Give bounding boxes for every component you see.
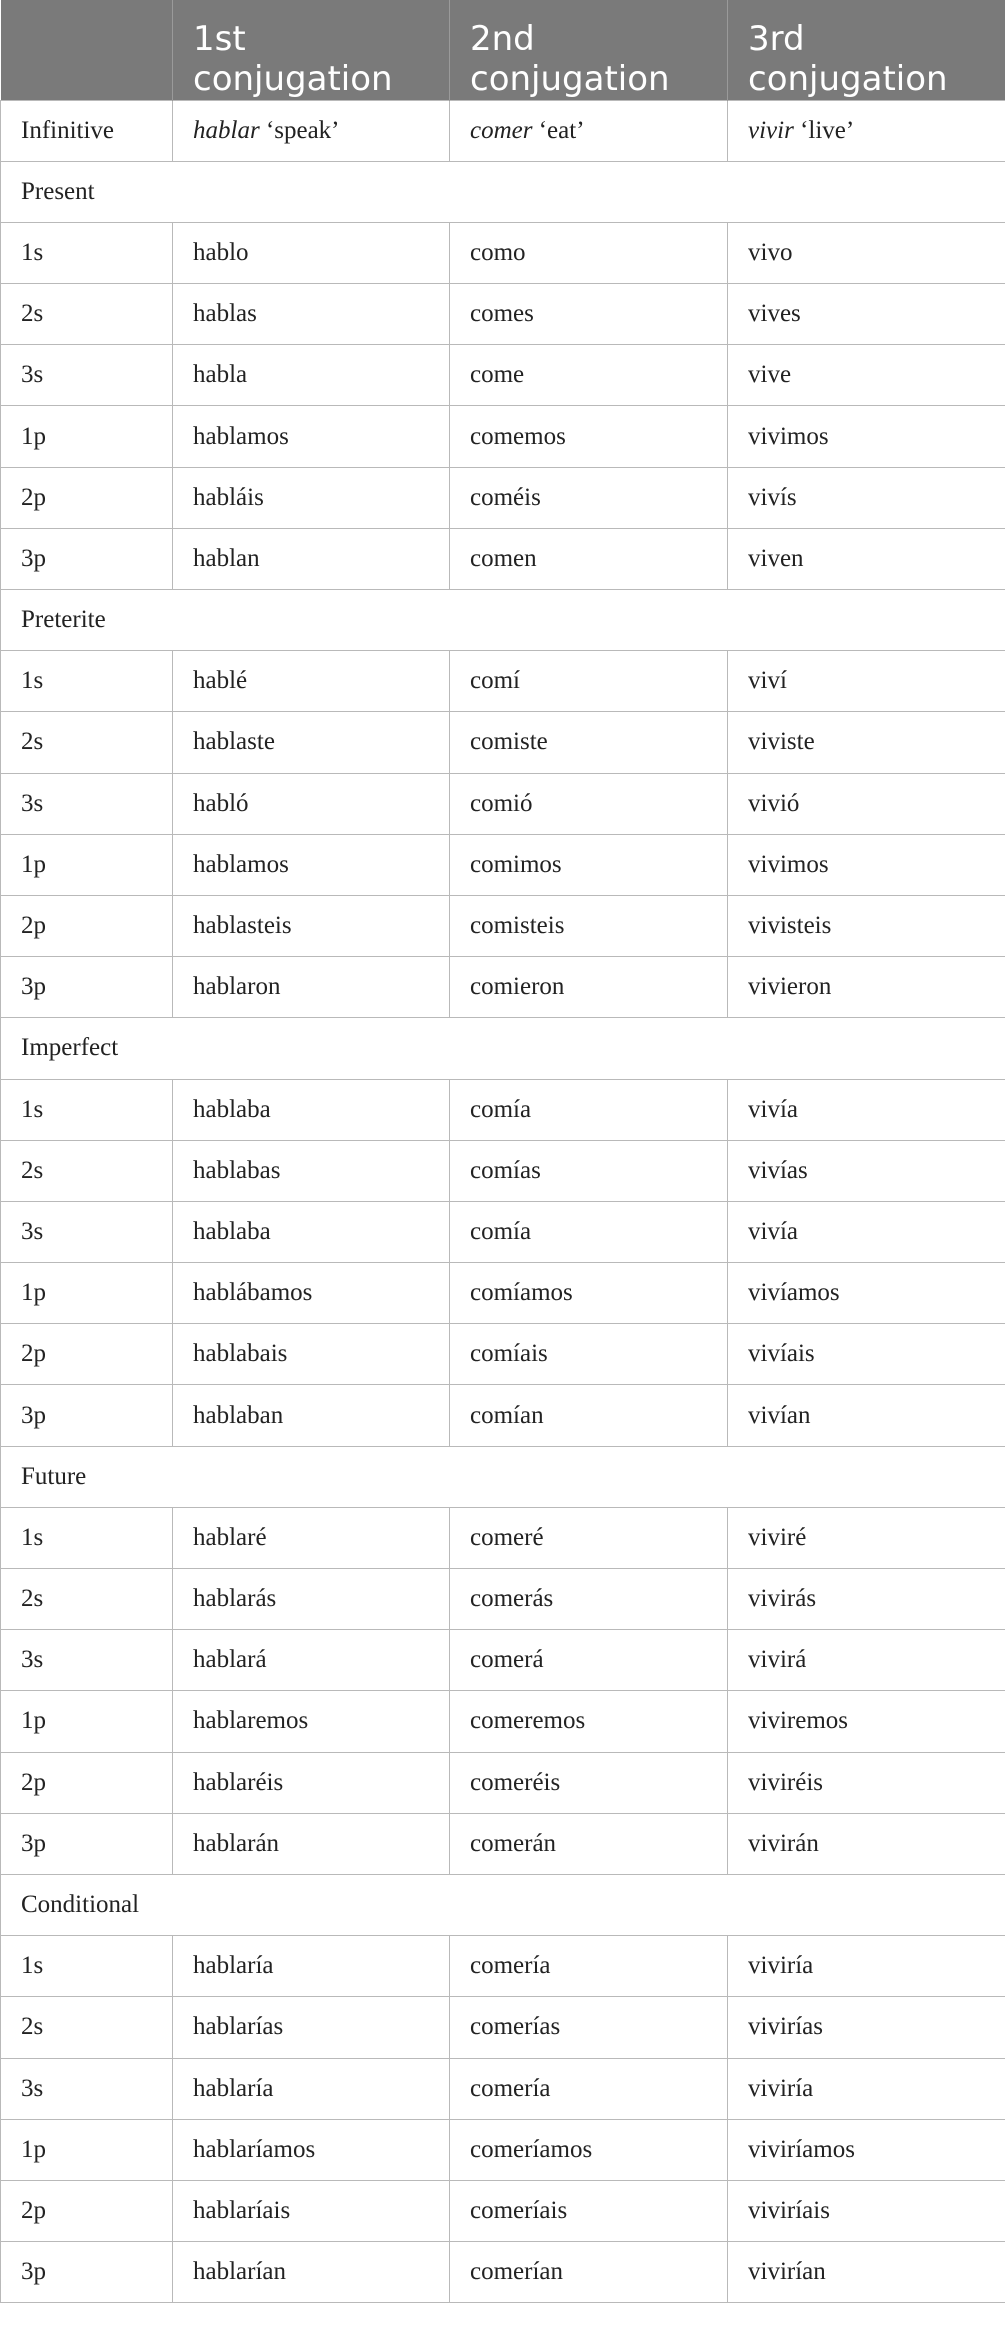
header-2nd-line1: 2nd xyxy=(470,19,535,59)
person-cell: 1s xyxy=(1,222,173,283)
section-title: Preterite xyxy=(1,590,1005,651)
section-row-imperfect xyxy=(1,1018,1005,1079)
table-row xyxy=(1,222,1005,283)
header-1st-line1: 1st xyxy=(193,19,246,59)
person-cell: 3p xyxy=(1,1385,173,1446)
second-conjugation-cell: comemos xyxy=(450,406,728,467)
second-conjugation-cell: comían xyxy=(450,1385,728,1446)
second-conjugation-cell: coméis xyxy=(450,467,728,528)
second-conjugation-cell: comieron xyxy=(450,957,728,1018)
table-row xyxy=(1,1324,1005,1385)
infinitive-2nd-verb: comer xyxy=(470,116,533,144)
second-conjugation-cell: comerían xyxy=(450,2242,728,2303)
first-conjugation-cell: hablas xyxy=(173,284,450,345)
table-row xyxy=(1,1263,1005,1324)
second-conjugation-cell: comiste xyxy=(450,712,728,773)
person-cell: 1p xyxy=(1,2119,173,2180)
table-row xyxy=(1,1691,1005,1752)
second-conjugation-cell: comería xyxy=(450,2058,728,2119)
person-cell: 1p xyxy=(1,834,173,895)
first-conjugation-cell: hablan xyxy=(173,528,450,589)
third-conjugation-cell: vivirán xyxy=(728,1813,1005,1874)
third-conjugation-cell: vivís xyxy=(728,467,1005,528)
person-cell: 3s xyxy=(1,345,173,406)
third-conjugation-cell: vive xyxy=(728,345,1005,406)
section-title: Conditional xyxy=(1,1874,1005,1935)
first-conjugation-cell: habláis xyxy=(173,467,450,528)
table-row xyxy=(1,1752,1005,1813)
second-conjugation-cell: comerás xyxy=(450,1569,728,1630)
second-conjugation-cell: comió xyxy=(450,773,728,834)
third-conjugation-cell: viviríais xyxy=(728,2180,1005,2241)
section-row-preterite xyxy=(1,590,1005,651)
table-row xyxy=(1,2180,1005,2241)
third-conjugation-cell: vivieron xyxy=(728,957,1005,1018)
first-conjugation-cell: hablaban xyxy=(173,1385,450,1446)
person-cell: 3p xyxy=(1,528,173,589)
person-cell: 2s xyxy=(1,284,173,345)
third-conjugation-cell: vivirías xyxy=(728,1997,1005,2058)
section-title: Future xyxy=(1,1446,1005,1507)
infinitive-1st xyxy=(173,100,450,161)
person-cell: 2s xyxy=(1,1140,173,1201)
second-conjugation-cell: comeréis xyxy=(450,1752,728,1813)
person-cell: 3p xyxy=(1,1813,173,1874)
section-row-conditional xyxy=(1,1874,1005,1935)
first-conjugation-cell: hablamos xyxy=(173,406,450,467)
third-conjugation-cell: vivió xyxy=(728,773,1005,834)
first-conjugation-cell: hablaríais xyxy=(173,2180,450,2241)
person-cell: 2p xyxy=(1,2180,173,2241)
person-cell: 2p xyxy=(1,467,173,528)
table-row xyxy=(1,406,1005,467)
infinitive-2nd-gloss: ‘eat’ xyxy=(532,116,585,144)
first-conjugation-cell: hablarían xyxy=(173,2242,450,2303)
section-row-present xyxy=(1,161,1005,222)
second-conjugation-cell: comes xyxy=(450,284,728,345)
second-conjugation-cell: comería xyxy=(450,1936,728,1997)
third-conjugation-cell: viviremos xyxy=(728,1691,1005,1752)
table-row xyxy=(1,1507,1005,1568)
header-2nd-line2: conjugation xyxy=(470,59,670,99)
second-conjugation-cell: como xyxy=(450,222,728,283)
second-conjugation-cell: comeré xyxy=(450,1507,728,1568)
person-cell: 2s xyxy=(1,1997,173,2058)
header-3rd-line2: conjugation xyxy=(748,59,948,99)
first-conjugation-cell: hablarás xyxy=(173,1569,450,1630)
table-row xyxy=(1,1385,1005,1446)
person-cell: 1s xyxy=(1,1079,173,1140)
first-conjugation-cell: hablarías xyxy=(173,1997,450,2058)
table-row xyxy=(1,773,1005,834)
infinitive-3rd-verb: vivir xyxy=(748,116,794,144)
third-conjugation-cell: vivirás xyxy=(728,1569,1005,1630)
second-conjugation-cell: comimos xyxy=(450,834,728,895)
person-cell: 3p xyxy=(1,957,173,1018)
second-conjugation-cell: comía xyxy=(450,1079,728,1140)
second-conjugation-cell: comeremos xyxy=(450,1691,728,1752)
table-body xyxy=(1,100,1005,2303)
header-row xyxy=(1,0,1005,100)
infinitive-3rd-gloss: ‘live’ xyxy=(793,116,855,144)
first-conjugation-cell: hablará xyxy=(173,1630,450,1691)
second-conjugation-cell: comía xyxy=(450,1201,728,1262)
person-cell: 3p xyxy=(1,2242,173,2303)
third-conjugation-cell: viviríamos xyxy=(728,2119,1005,2180)
third-conjugation-cell: vivíamos xyxy=(728,1263,1005,1324)
second-conjugation-cell: comisteis xyxy=(450,895,728,956)
first-conjugation-cell: hablasteis xyxy=(173,895,450,956)
third-conjugation-cell: vivía xyxy=(728,1079,1005,1140)
table-row xyxy=(1,345,1005,406)
table-row xyxy=(1,284,1005,345)
first-conjugation-cell: habló xyxy=(173,773,450,834)
header-cell-empty xyxy=(1,0,173,100)
first-conjugation-cell: hablaríamos xyxy=(173,2119,450,2180)
section-row-future xyxy=(1,1446,1005,1507)
infinitive-label: Infinitive xyxy=(1,100,173,161)
first-conjugation-cell: hablaste xyxy=(173,712,450,773)
third-conjugation-cell: viviré xyxy=(728,1507,1005,1568)
third-conjugation-cell: vivisteis xyxy=(728,895,1005,956)
person-cell: 1s xyxy=(1,651,173,712)
table-row xyxy=(1,1813,1005,1874)
header-1st-line2: conjugation xyxy=(193,59,393,99)
table-header xyxy=(1,0,1005,100)
first-conjugation-cell: habla xyxy=(173,345,450,406)
header-3rd-line1: 3rd xyxy=(748,19,805,59)
first-conjugation-cell: hablaremos xyxy=(173,1691,450,1752)
third-conjugation-cell: viviría xyxy=(728,1936,1005,1997)
table-row xyxy=(1,651,1005,712)
table-row xyxy=(1,467,1005,528)
third-conjugation-cell: viviste xyxy=(728,712,1005,773)
infinitive-1st-verb: hablar xyxy=(193,116,260,144)
first-conjugation-cell: hablaréis xyxy=(173,1752,450,1813)
first-conjugation-cell: hablábamos xyxy=(173,1263,450,1324)
table-row xyxy=(1,2058,1005,2119)
person-cell: 2p xyxy=(1,1752,173,1813)
second-conjugation-cell: comíamos xyxy=(450,1263,728,1324)
person-cell: 3s xyxy=(1,1201,173,1262)
person-cell: 2p xyxy=(1,895,173,956)
third-conjugation-cell: vivimos xyxy=(728,406,1005,467)
third-conjugation-cell: vivían xyxy=(728,1385,1005,1446)
person-cell: 1s xyxy=(1,1936,173,1997)
infinitive-1st-gloss: ‘speak’ xyxy=(259,116,340,144)
first-conjugation-cell: hablabais xyxy=(173,1324,450,1385)
second-conjugation-cell: comí xyxy=(450,651,728,712)
second-conjugation-cell: come xyxy=(450,345,728,406)
person-cell: 3s xyxy=(1,1630,173,1691)
second-conjugation-cell: comeríamos xyxy=(450,2119,728,2180)
header-cell-3rd-conjugation xyxy=(728,0,1005,100)
person-cell: 2s xyxy=(1,1569,173,1630)
first-conjugation-cell: hablabas xyxy=(173,1140,450,1201)
header-cell-2nd-conjugation xyxy=(450,0,728,100)
second-conjugation-cell: comíais xyxy=(450,1324,728,1385)
person-cell: 2s xyxy=(1,712,173,773)
second-conjugation-cell: comías xyxy=(450,1140,728,1201)
table-row xyxy=(1,1201,1005,1262)
third-conjugation-cell: vivía xyxy=(728,1201,1005,1262)
table-row xyxy=(1,1936,1005,1997)
second-conjugation-cell: comeríais xyxy=(450,2180,728,2241)
first-conjugation-cell: hablaría xyxy=(173,1936,450,1997)
third-conjugation-cell: vivimos xyxy=(728,834,1005,895)
first-conjugation-cell: hablamos xyxy=(173,834,450,895)
person-cell: 3s xyxy=(1,773,173,834)
infinitive-3rd xyxy=(728,100,1005,161)
third-conjugation-cell: viven xyxy=(728,528,1005,589)
table-row xyxy=(1,1569,1005,1630)
table-row xyxy=(1,1079,1005,1140)
third-conjugation-cell: vivirían xyxy=(728,2242,1005,2303)
third-conjugation-cell: viviría xyxy=(728,2058,1005,2119)
first-conjugation-cell: hablaría xyxy=(173,2058,450,2119)
person-cell: 3s xyxy=(1,2058,173,2119)
third-conjugation-cell: vivíais xyxy=(728,1324,1005,1385)
third-conjugation-cell: viviréis xyxy=(728,1752,1005,1813)
first-conjugation-cell: hablaba xyxy=(173,1079,450,1140)
second-conjugation-cell: comen xyxy=(450,528,728,589)
second-conjugation-cell: comerías xyxy=(450,1997,728,2058)
first-conjugation-cell: hablaba xyxy=(173,1201,450,1262)
third-conjugation-cell: vivías xyxy=(728,1140,1005,1201)
table-row xyxy=(1,957,1005,1018)
table-row xyxy=(1,1140,1005,1201)
table-row xyxy=(1,834,1005,895)
table-row xyxy=(1,712,1005,773)
table-row xyxy=(1,528,1005,589)
table-row xyxy=(1,895,1005,956)
second-conjugation-cell: comerán xyxy=(450,1813,728,1874)
table-row xyxy=(1,1630,1005,1691)
table-row xyxy=(1,2242,1005,2303)
first-conjugation-cell: hablarán xyxy=(173,1813,450,1874)
person-cell: 1p xyxy=(1,406,173,467)
first-conjugation-cell: hablaré xyxy=(173,1507,450,1568)
second-conjugation-cell: comerá xyxy=(450,1630,728,1691)
infinitive-2nd xyxy=(450,100,728,161)
person-cell: 2p xyxy=(1,1324,173,1385)
header-cell-1st-conjugation xyxy=(173,0,450,100)
table-row xyxy=(1,1997,1005,2058)
third-conjugation-cell: vivirá xyxy=(728,1630,1005,1691)
person-cell: 1p xyxy=(1,1691,173,1752)
infinitive-row xyxy=(1,100,1005,161)
person-cell: 1s xyxy=(1,1507,173,1568)
person-cell: 1p xyxy=(1,1263,173,1324)
third-conjugation-cell: vives xyxy=(728,284,1005,345)
section-title: Present xyxy=(1,161,1005,222)
first-conjugation-cell: hablo xyxy=(173,222,450,283)
third-conjugation-cell: vivo xyxy=(728,222,1005,283)
first-conjugation-cell: hablé xyxy=(173,651,450,712)
table-row xyxy=(1,2119,1005,2180)
section-title: Imperfect xyxy=(1,1018,1005,1079)
third-conjugation-cell: viví xyxy=(728,651,1005,712)
first-conjugation-cell: hablaron xyxy=(173,957,450,1018)
